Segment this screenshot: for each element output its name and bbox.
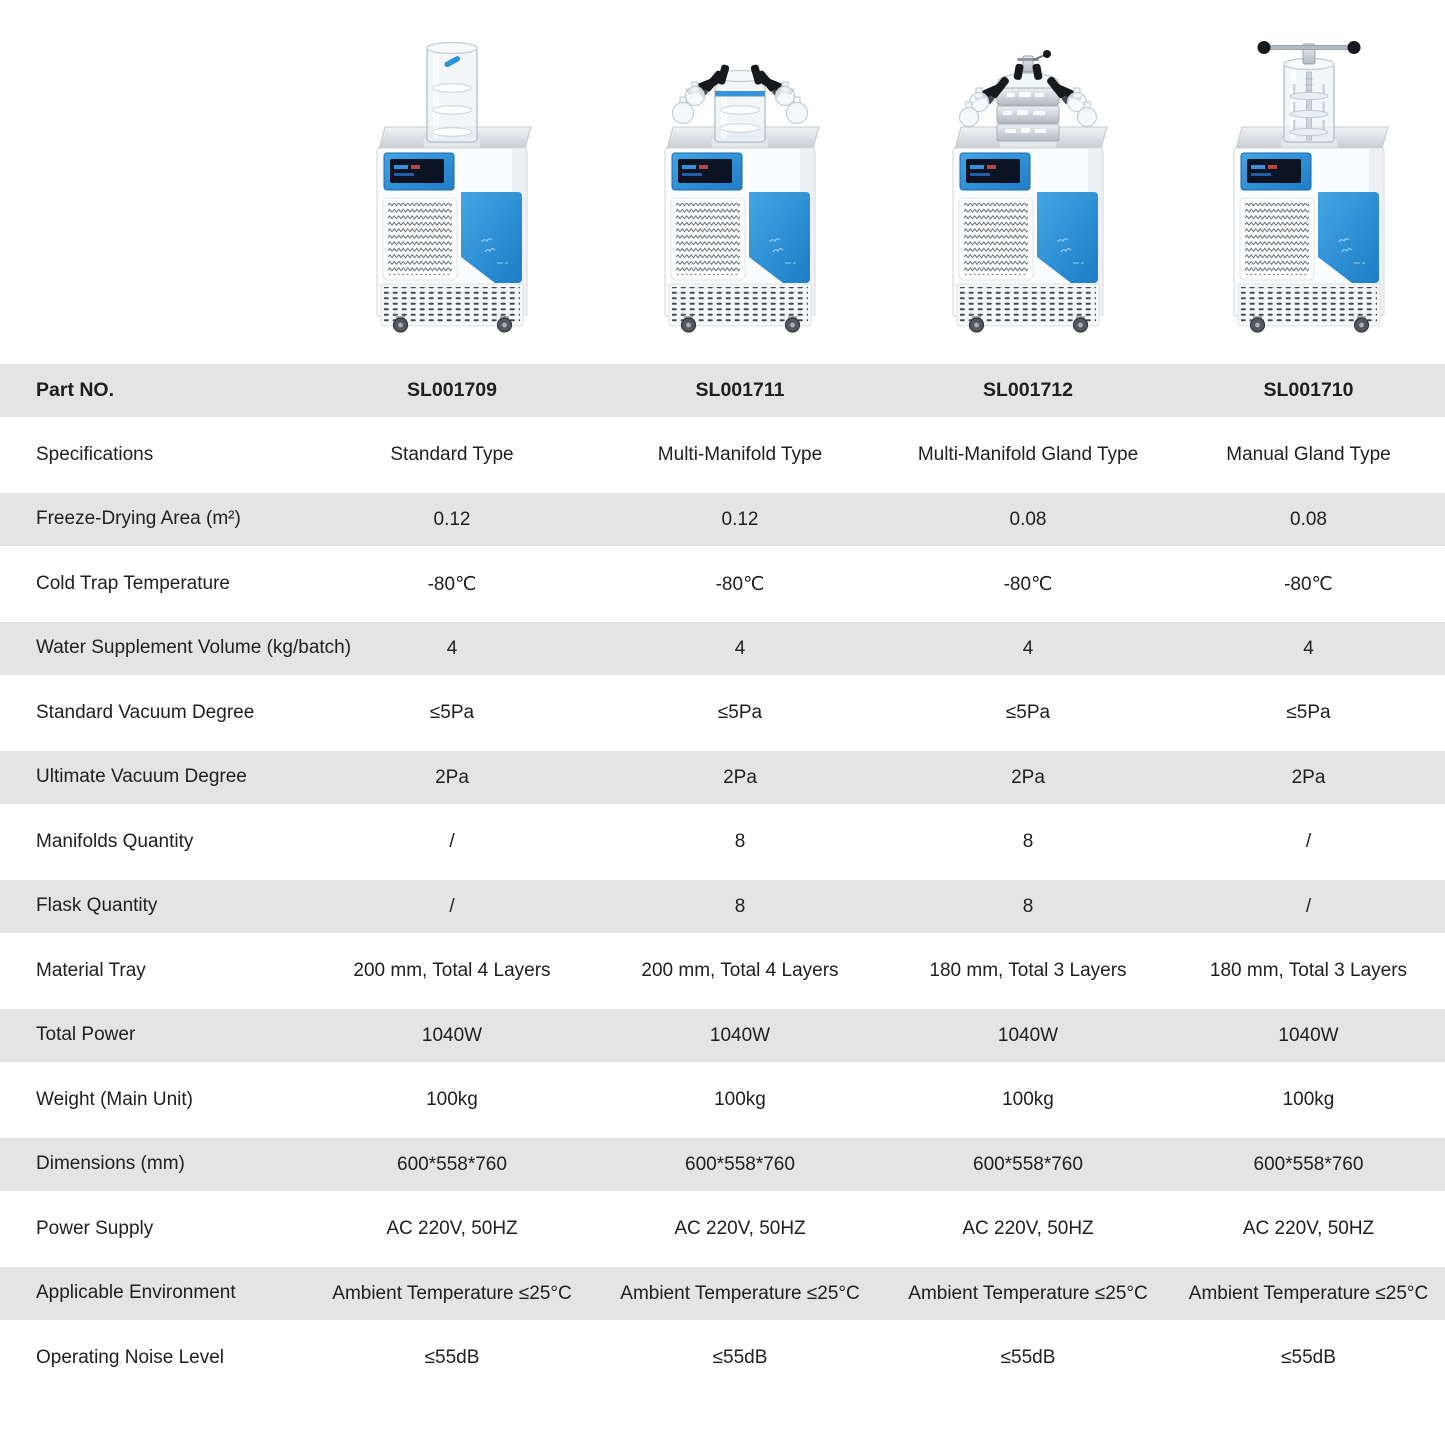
spec-value: Ambient Temperature ≤25°C [908,1282,1148,1304]
spec-value: AC 220V, 50HZ [674,1218,806,1239]
spec-value: 1040W [421,1024,483,1046]
spec-value: ≤5Pa [429,702,475,723]
spec-label: Material Tray [36,959,146,981]
table-row [0,880,1445,933]
spec-label: Operating Noise Level [36,1346,224,1368]
spec-value: 600*558*760 [397,1153,507,1175]
spec-label: Flask Quantity [36,895,158,917]
spec-value: -80℃ [715,573,765,595]
spec-value: ≤5Pa [717,702,763,723]
table-row [0,804,1445,880]
spec-value: 100kg [714,1089,766,1110]
gland-drum-icon [997,50,1059,141]
spec-value: 100kg [1002,1089,1054,1110]
spec-label: Cold Trap Temperature [36,572,230,594]
spec-value: ≤55dB [712,1347,768,1368]
table-row [0,675,1445,751]
spec-value: 8 [734,895,746,917]
freeze-dryer-standard-image [347,32,557,334]
spec-value: 600*558*760 [685,1153,795,1175]
spec-value: Multi-Manifold Type [657,444,823,465]
spec-value: -80℃ [1284,573,1333,595]
spec-value: 8 [1022,831,1034,852]
table-row [0,751,1445,804]
spec-value: ≤55dB [1000,1347,1056,1368]
spec-value: 2Pa [435,766,469,788]
table-row [0,493,1445,546]
spec-value: 4 [1303,637,1314,659]
spec-value: AC 220V, 50HZ [1242,1218,1375,1239]
part-number: SL001711 [695,379,785,401]
product-image-cell [596,0,884,364]
spec-value: ≤55dB [1281,1347,1336,1368]
spec-value: 200 mm, Total 4 Layers [353,960,551,981]
spec-value: 4 [1022,637,1034,659]
spec-value: Ambient Temperature ≤25°C [332,1282,572,1304]
spec-value: 0.08 [1009,508,1047,530]
spec-value: 200 mm, Total 4 Layers [641,960,839,981]
table-row [0,1062,1445,1138]
spec-value: ≤55dB [424,1347,480,1368]
acrylic-chamber-icon [427,43,477,143]
spec-value: Ambient Temperature ≤25°C [1188,1282,1429,1304]
spec-value: 2Pa [1291,766,1326,788]
table-row [0,546,1445,622]
gland-chamber-icon [1284,59,1334,143]
spec-value: / [1305,895,1312,917]
part-number: SL001710 [1263,379,1354,401]
spec-label: Specifications [36,443,154,465]
product-image-cell [1172,0,1445,364]
spec-value: 8 [1022,895,1034,917]
spec-value: 2Pa [723,766,757,788]
spec-label: Total Power [36,1024,136,1046]
spec-label: Freeze-Drying Area (m²) [36,508,241,530]
spec-table [0,364,1445,1396]
spec-value: AC 220V, 50HZ [962,1218,1094,1239]
spec-value: 0.08 [1290,508,1327,530]
freeze-dryer-multi-manifold-gland-image [923,32,1133,334]
header-label: Part NO. [36,378,115,401]
table-row [0,1009,1445,1062]
spec-value: -80℃ [1003,573,1053,595]
spec-value: 180 mm, Total 3 Layers [929,960,1127,981]
table-row [0,622,1445,675]
spec-label: Water Supplement Volume (kg/batch) [36,637,352,659]
spec-value: ≤5Pa [1286,702,1331,723]
spec-value: 2Pa [1011,766,1045,788]
spec-value: / [1305,831,1312,852]
spec-label: Manifolds Quantity [36,830,194,852]
spec-value: 0.12 [721,508,759,530]
spec-label: Applicable Environment [36,1282,236,1304]
spec-value: 0.12 [433,508,471,530]
spec-value: Standard Type [390,444,514,465]
spec-value: -80℃ [427,573,477,595]
spec-value: 4 [734,637,746,659]
spec-value: 1040W [709,1024,771,1046]
spec-label: Power Supply [36,1217,154,1239]
product-image-cell [884,0,1172,364]
spec-label: Dimensions (mm) [36,1153,185,1175]
spec-value: 8 [734,831,746,852]
spec-value: AC 220V, 50HZ [386,1218,518,1239]
spec-label: Standard Vacuum Degree [36,701,255,723]
manual-gland-handle-icon [1257,41,1360,64]
spec-label: Ultimate Vacuum Degree [36,766,247,788]
table-row [0,933,1445,1009]
table-row [0,1320,1445,1396]
spec-label: Weight (Main Unit) [36,1088,193,1110]
spec-value: Multi-Manifold Gland Type [917,444,1139,465]
table-row [0,417,1445,493]
part-number: SL001712 [983,379,1073,401]
spec-value: 100kg [426,1089,478,1110]
table-header-row [0,364,1445,417]
table-row [0,1267,1445,1320]
gallery-spacer [0,0,308,364]
spec-value: 600*558*760 [973,1153,1083,1175]
spec-value: / [449,895,455,917]
spec-value: 180 mm, Total 3 Layers [1209,960,1408,981]
product-image-cell [308,0,596,364]
product-gallery [0,0,1445,364]
spec-value: 600*558*760 [1253,1153,1364,1175]
spec-value: / [449,831,455,852]
spec-value: 1040W [997,1024,1059,1046]
spec-value: 1040W [1278,1024,1339,1046]
spec-value: 100kg [1282,1089,1335,1110]
spec-value: 4 [446,637,458,659]
table-row [0,1138,1445,1191]
freeze-dryer-multi-manifold-image [635,32,845,334]
table-row [0,1191,1445,1267]
spec-value: Ambient Temperature ≤25°C [620,1282,860,1304]
spec-value: ≤5Pa [1005,702,1051,723]
spec-value: Manual Gland Type [1226,444,1391,465]
freeze-dryer-manual-gland-image [1204,32,1414,334]
part-number: SL001709 [407,379,497,401]
